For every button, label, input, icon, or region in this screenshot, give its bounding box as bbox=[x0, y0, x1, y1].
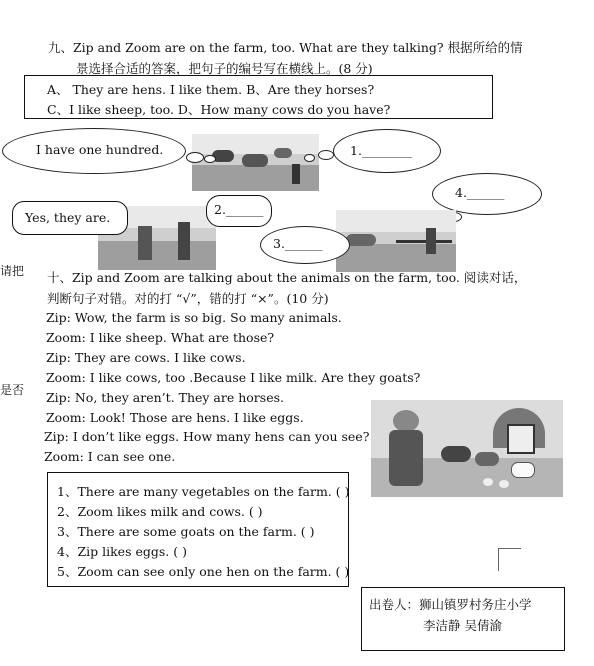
corner-mark bbox=[498, 548, 521, 571]
options-line2: C、I like sheep, too. D、How many cows do you have? bbox=[47, 102, 391, 117]
dialogue-line: Zoom: I can see one. bbox=[44, 449, 176, 464]
blank-1: 1.________ bbox=[350, 143, 412, 158]
farm-photo-fence bbox=[336, 210, 456, 272]
blank-4: 4.______ bbox=[455, 185, 505, 200]
thought-dot bbox=[186, 152, 204, 163]
statement-item: 1、There are many vegetables on the farm. ( ) bbox=[57, 484, 350, 499]
dialogue-line: Zip: I don’t like eggs. How many hens can you see? bbox=[44, 429, 370, 444]
dialogue-line: Zoom: I like sheep. What are those? bbox=[46, 330, 275, 345]
margin-text-1: 请把 bbox=[0, 264, 25, 278]
options-line1: A、 They are hens. I like them. B、Are they horses? bbox=[47, 82, 375, 97]
dialogue-line: Zoom: I like cows, too .Because I like milk. Are they goats? bbox=[46, 370, 421, 385]
thought-dot bbox=[318, 150, 334, 160]
dialogue-line: Zip: Wow, the farm is so big. So many animals. bbox=[46, 310, 342, 325]
section9-title-line1: 九、Zip and Zoom are on the farm, too. What are they talking? 根据所给的情 bbox=[48, 40, 523, 55]
dialogue-line: Zip: No, they aren’t. They are horses. bbox=[46, 390, 284, 405]
statement-item: 2、Zoom likes milk and cows. ( ) bbox=[57, 504, 263, 519]
thought-dot bbox=[204, 155, 216, 163]
bubble-hundred-text: I have one hundred. bbox=[36, 142, 164, 157]
blank-3: 3.______ bbox=[273, 236, 323, 251]
dialogue-line: Zoom: Look! Those are hens. I like eggs. bbox=[46, 410, 304, 425]
section10-title-line1: 十、Zip and Zoom are talking about the animals on the farm, too. 阅读对话， bbox=[47, 270, 527, 285]
thought-dot bbox=[304, 154, 315, 162]
section10-title-line2: 判断句子对错。对的打 “√”，错的打 “×”。(10 分) bbox=[47, 291, 329, 306]
statement-item: 4、Zip likes eggs. ( ) bbox=[57, 544, 187, 559]
author-line2: 李洁静 吴倩渝 bbox=[423, 618, 502, 633]
margin-text-2: 是否 bbox=[0, 383, 25, 397]
dialogue-line: Zip: They are cows. I like cows. bbox=[46, 350, 246, 365]
section9-title-line2: 景选择合适的答案，把句子的编号写在横线上。(8 分) bbox=[76, 61, 373, 76]
statement-item: 5、Zoom can see only one hen on the farm. ( ) bbox=[57, 564, 350, 579]
statement-item: 3、There are some goats on the farm. ( ) bbox=[57, 524, 315, 539]
bubble-yes-text: Yes, they are. bbox=[25, 210, 111, 225]
blank-2: 2.______ bbox=[214, 202, 264, 217]
farm-cartoon-illustration bbox=[371, 400, 563, 497]
author-line1: 出卷人：狮山镇罗村务庄小学 bbox=[369, 597, 532, 612]
